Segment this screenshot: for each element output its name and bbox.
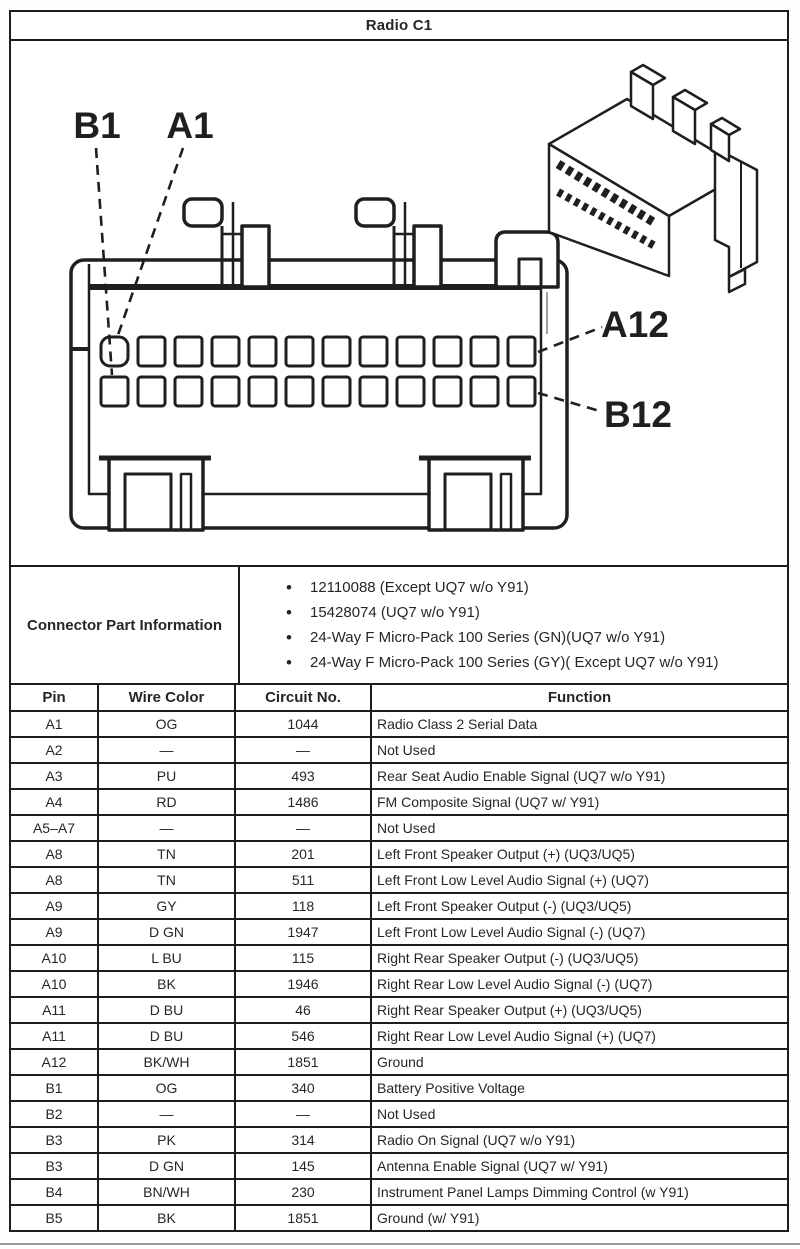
function-cell: Right Rear Low Level Audio Signal (-) (UQ7) (371, 971, 788, 997)
pin-cell: B3 (10, 1153, 98, 1179)
part-info-item: • 24-Way F Micro-Pack 100 Series (GN)(UQ7 w/o Y91) (284, 625, 718, 650)
function-cell: Radio On Signal (UQ7 w/o Y91) (371, 1127, 788, 1153)
column-header-circuit-no-: Circuit No. (235, 684, 371, 711)
label-a1: A1 (166, 105, 214, 146)
pin-cell: B1 (10, 1075, 98, 1101)
pin-cell: A11 (10, 997, 98, 1023)
function-cell: Right Rear Speaker Output (-) (UQ3/UQ5) (371, 945, 788, 971)
pin-cell: A8 (10, 867, 98, 893)
pin-cell: A11 (10, 1023, 98, 1049)
column-header-wire-color: Wire Color (98, 684, 235, 711)
connector-isometric-illustration (549, 65, 757, 292)
table-row (10, 1205, 788, 1231)
function-cell: Left Front Low Level Audio Signal (-) (UQ7) (371, 919, 788, 945)
table-row (10, 789, 788, 815)
circuit-no-cell: 340 (235, 1075, 371, 1101)
pin-cell: A8 (10, 841, 98, 867)
table-row (10, 867, 788, 893)
function-cell: FM Composite Signal (UQ7 w/ Y91) (371, 789, 788, 815)
table-row (10, 1023, 788, 1049)
circuit-no-cell: 1486 (235, 789, 371, 815)
table-row (10, 1179, 788, 1205)
table-row (10, 1075, 788, 1101)
table-row (10, 997, 788, 1023)
pin-cell: B4 (10, 1179, 98, 1205)
latch-pocket (496, 232, 558, 334)
wire-color-cell: BK (98, 1205, 235, 1231)
function-cell: Instrument Panel Lamps Dimming Control (w Y91) (371, 1179, 788, 1205)
wire-color-cell: L BU (98, 945, 235, 971)
pin-row-b (101, 377, 535, 406)
pin-cell: A2 (10, 737, 98, 763)
circuit-no-cell: 230 (235, 1179, 371, 1205)
function-cell: Antenna Enable Signal (UQ7 w/ Y91) (371, 1153, 788, 1179)
wire-color-cell: TN (98, 867, 235, 893)
wire-color-cell: D BU (98, 1023, 235, 1049)
wire-color-cell: D BU (98, 997, 235, 1023)
function-cell: Ground (w/ Y91) (371, 1205, 788, 1231)
circuit-no-cell: 115 (235, 945, 371, 971)
circuit-no-cell: — (235, 737, 371, 763)
label-b12: B12 (604, 394, 672, 435)
pin-cell: A1 (10, 711, 98, 737)
part-info-item: • 24-Way F Micro-Pack 100 Series (GY)( Except UQ7 w/o Y91) (284, 650, 718, 675)
circuit-no-cell: — (235, 1101, 371, 1127)
circuit-no-cell: 1946 (235, 971, 371, 997)
function-cell: Left Front Speaker Output (-) (UQ3/UQ5) (371, 893, 788, 919)
pin-cell: A9 (10, 893, 98, 919)
table-row (10, 971, 788, 997)
wire-color-cell: PU (98, 763, 235, 789)
pinout-header-row (10, 684, 788, 711)
leader-b12 (538, 393, 603, 412)
table-row (10, 763, 788, 789)
part-info-item: • 12110088 (Except UQ7 w/o Y91) (284, 575, 718, 600)
connector-diagram-section (9, 39, 789, 567)
pinout-table (9, 683, 789, 1232)
pin-cell: B2 (10, 1101, 98, 1127)
table-row (10, 1101, 788, 1127)
part-info-item: • 15428074 (UQ7 w/o Y91) (284, 600, 718, 625)
connector-part-info-section (9, 565, 789, 685)
function-cell: Not Used (371, 737, 788, 763)
function-cell: Not Used (371, 1101, 788, 1127)
wire-color-cell: D GN (98, 919, 235, 945)
wire-color-cell: PK (98, 1127, 235, 1153)
wire-color-cell: OG (98, 711, 235, 737)
mounting-tab-right (356, 199, 441, 287)
table-row (10, 1127, 788, 1153)
circuit-no-cell: 201 (235, 841, 371, 867)
column-header-pin: Pin (10, 684, 98, 711)
circuit-no-cell: — (235, 815, 371, 841)
pin-cell: A10 (10, 945, 98, 971)
label-b1: B1 (73, 105, 121, 146)
table-row (10, 711, 788, 737)
table-row (10, 841, 788, 867)
leader-a1 (118, 148, 183, 335)
circuit-no-cell: 1947 (235, 919, 371, 945)
wire-color-cell: — (98, 815, 235, 841)
wire-color-cell: BN/WH (98, 1179, 235, 1205)
wire-color-cell: — (98, 1101, 235, 1127)
mounting-tab-left (184, 199, 269, 287)
connector-part-info-values (240, 567, 787, 683)
pin-cell: A3 (10, 763, 98, 789)
page-title: Radio C1 (9, 10, 789, 41)
function-cell: Rear Seat Audio Enable Signal (UQ7 w/o Y91) (371, 763, 788, 789)
function-cell: Left Front Low Level Audio Signal (+) (UQ7) (371, 867, 788, 893)
circuit-no-cell: 46 (235, 997, 371, 1023)
part-info-list (240, 575, 724, 675)
circuit-no-cell: 314 (235, 1127, 371, 1153)
circuit-no-cell: 118 (235, 893, 371, 919)
wire-color-cell: TN (98, 841, 235, 867)
function-cell: Not Used (371, 815, 788, 841)
function-cell: Radio Class 2 Serial Data (371, 711, 788, 737)
column-header-function: Function (371, 684, 788, 711)
table-row (10, 893, 788, 919)
connector-face-diagram (11, 41, 787, 565)
pin-cell: A4 (10, 789, 98, 815)
wire-color-cell: BK (98, 971, 235, 997)
pinout-table-body (10, 711, 788, 1231)
wire-color-cell: OG (98, 1075, 235, 1101)
circuit-no-cell: 493 (235, 763, 371, 789)
function-cell: Right Rear Speaker Output (+) (UQ3/UQ5) (371, 997, 788, 1023)
table-row (10, 1153, 788, 1179)
wire-color-cell: RD (98, 789, 235, 815)
circuit-no-cell: 546 (235, 1023, 371, 1049)
table-row (10, 1049, 788, 1075)
circuit-no-cell: 1851 (235, 1049, 371, 1075)
bottom-foot-left (99, 458, 211, 530)
pin-cell: B5 (10, 1205, 98, 1231)
connector-part-info-label: Connector Part Information (11, 567, 240, 683)
pin-cell: A12 (10, 1049, 98, 1075)
table-row (10, 945, 788, 971)
page-bottom-rule (0, 1243, 800, 1245)
table-row (10, 815, 788, 841)
bottom-foot-right (419, 458, 531, 530)
table-row (10, 737, 788, 763)
pin-cell: A9 (10, 919, 98, 945)
circuit-no-cell: 145 (235, 1153, 371, 1179)
circuit-no-cell: 1044 (235, 711, 371, 737)
connector-sheet (9, 12, 789, 1232)
wire-color-cell: BK/WH (98, 1049, 235, 1075)
label-a12: A12 (601, 304, 669, 345)
function-cell: Ground (371, 1049, 788, 1075)
function-cell: Right Rear Low Level Audio Signal (+) (UQ7) (371, 1023, 788, 1049)
circuit-no-cell: 511 (235, 867, 371, 893)
wire-color-cell: GY (98, 893, 235, 919)
wire-color-cell: — (98, 737, 235, 763)
pin-row-a (101, 337, 535, 366)
pin-cell: B3 (10, 1127, 98, 1153)
circuit-no-cell: 1851 (235, 1205, 371, 1231)
function-cell: Left Front Speaker Output (+) (UQ3/UQ5) (371, 841, 788, 867)
pin-cell: A10 (10, 971, 98, 997)
function-cell: Battery Positive Voltage (371, 1075, 788, 1101)
pin-cell: A5–A7 (10, 815, 98, 841)
wire-color-cell: D GN (98, 1153, 235, 1179)
table-row (10, 919, 788, 945)
